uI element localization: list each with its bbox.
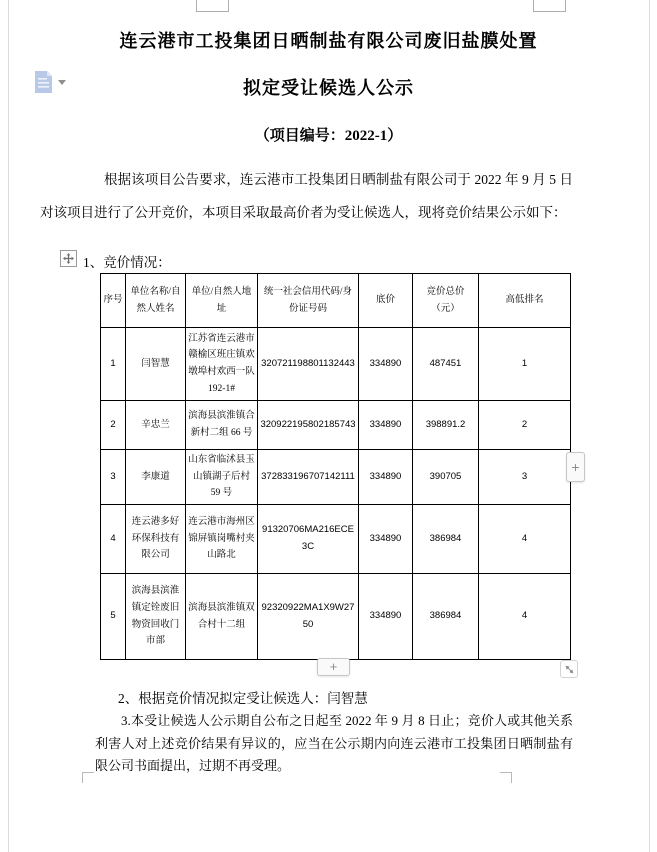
table-move-handle[interactable] bbox=[60, 250, 77, 267]
table-cell: 3 bbox=[479, 450, 571, 505]
paragraph-3: 3.本受让候选人公示期自公布之日起至 2022 年 9 月 8 日止；竞价人或其他关系利害人对上述竞价结果有异议的，应当在公示期内向连云港市工投集团日晒制盐有限公司书面提出，过期不再受理。 bbox=[95, 713, 573, 773]
table-cell: 山东省临沭县玉山镇湖子后村 59 号 bbox=[186, 450, 258, 505]
table-cell: 386984 bbox=[413, 505, 479, 574]
column-header: 统一社会信用代码/身份证号码 bbox=[258, 274, 359, 328]
table-cell: 滨海县滨淮镇定铨废旧物资回收门市部 bbox=[126, 574, 186, 660]
table-cell: 334890 bbox=[359, 328, 413, 401]
table-header-row bbox=[101, 274, 571, 328]
doc-title-line-2: 拟定受让候选人公示 bbox=[243, 78, 414, 98]
table-cell: 1 bbox=[479, 328, 571, 401]
doc-title-line-1: 连云港市工投集团日晒制盐有限公司废旧盐膜处置 bbox=[119, 31, 538, 51]
table-cell: 江苏省连云港市赣榆区班庄镇欢墩埠村欢西一队 192-1# bbox=[186, 328, 258, 401]
table-cell: 4 bbox=[101, 505, 126, 574]
table-cell: 320922195802185743 bbox=[258, 401, 359, 450]
table-cell: 1 bbox=[101, 328, 126, 401]
table-cell: 连云港市海州区锦屏镇岗嘴村夹山路北 bbox=[186, 505, 258, 574]
table-cell: 386984 bbox=[413, 574, 479, 660]
table-row bbox=[101, 450, 571, 505]
margin-mark-top-right bbox=[533, 0, 566, 12]
table-cell: 334890 bbox=[359, 505, 413, 574]
add-column-button[interactable]: + bbox=[566, 452, 585, 482]
table-cell: 92320922MA1X9W2750 bbox=[258, 574, 359, 660]
column-header: 单位/自然人地址 bbox=[186, 274, 258, 328]
table-cell: 398891.2 bbox=[413, 401, 479, 450]
table-cell: 372833196707142111 bbox=[258, 450, 359, 505]
table-cell: 4 bbox=[479, 574, 571, 660]
column-header: 序号 bbox=[101, 274, 126, 328]
table-cell: 5 bbox=[101, 574, 126, 660]
diagonal-resize-icon bbox=[563, 663, 576, 676]
column-header: 单位名称/自然人姓名 bbox=[126, 274, 186, 328]
text-boundary-mark-bottom-left bbox=[82, 772, 94, 783]
table-cell: 辛忠兰 bbox=[126, 401, 186, 450]
table-cell: 334890 bbox=[359, 401, 413, 450]
section-1-label: 1、竞价情况： bbox=[83, 255, 171, 270]
table-resize-handle[interactable] bbox=[560, 660, 578, 678]
bid-table bbox=[100, 273, 571, 660]
table-row bbox=[101, 505, 571, 574]
table-row bbox=[101, 328, 571, 401]
intro-paragraph: 根据该项目公告要求，连云港市工投集团日晒制盐有限公司于 2022 年 9 月 5 日对该项目进行了公开竞价，本项目采取最高价者为受让候选人，现将竞价结果公示如下： bbox=[40, 172, 573, 220]
table-cell: 2 bbox=[101, 401, 126, 450]
table-cell: 连云港多好环保科技有限公司 bbox=[126, 505, 186, 574]
table-cell: 390705 bbox=[413, 450, 479, 505]
table-row bbox=[101, 574, 571, 660]
table-cell: 334890 bbox=[359, 450, 413, 505]
doc-project-number: （项目编号：2022-1） bbox=[254, 128, 403, 144]
table-cell: 334890 bbox=[359, 574, 413, 660]
move-icon bbox=[63, 253, 74, 264]
table-cell: 滨海县滨淮镇双合村十二组 bbox=[186, 574, 258, 660]
table-cell: 487451 bbox=[413, 328, 479, 401]
margin-mark-top-left bbox=[196, 0, 229, 12]
table-cell: 滨海县滨淮镇合新村二组 66 号 bbox=[186, 401, 258, 450]
table-cell: 4 bbox=[479, 505, 571, 574]
table-cell: 2 bbox=[479, 401, 571, 450]
add-row-button[interactable]: + bbox=[317, 658, 350, 676]
table-cell: 李康道 bbox=[126, 450, 186, 505]
table-cell: 3 bbox=[101, 450, 126, 505]
column-header: 底价 bbox=[359, 274, 413, 328]
table-cell: 闫智慧 bbox=[126, 328, 186, 401]
table-row bbox=[101, 401, 571, 450]
column-header: 竞价总价（元） bbox=[413, 274, 479, 328]
table-cell: 91320706MA216ECE3C bbox=[258, 505, 359, 574]
column-header: 高低排名 bbox=[479, 274, 571, 328]
paragraph-2: 2、根据竞价情况拟定受让候选人：闫智慧 bbox=[118, 691, 368, 706]
table-cell: 320721198801132443 bbox=[258, 328, 359, 401]
